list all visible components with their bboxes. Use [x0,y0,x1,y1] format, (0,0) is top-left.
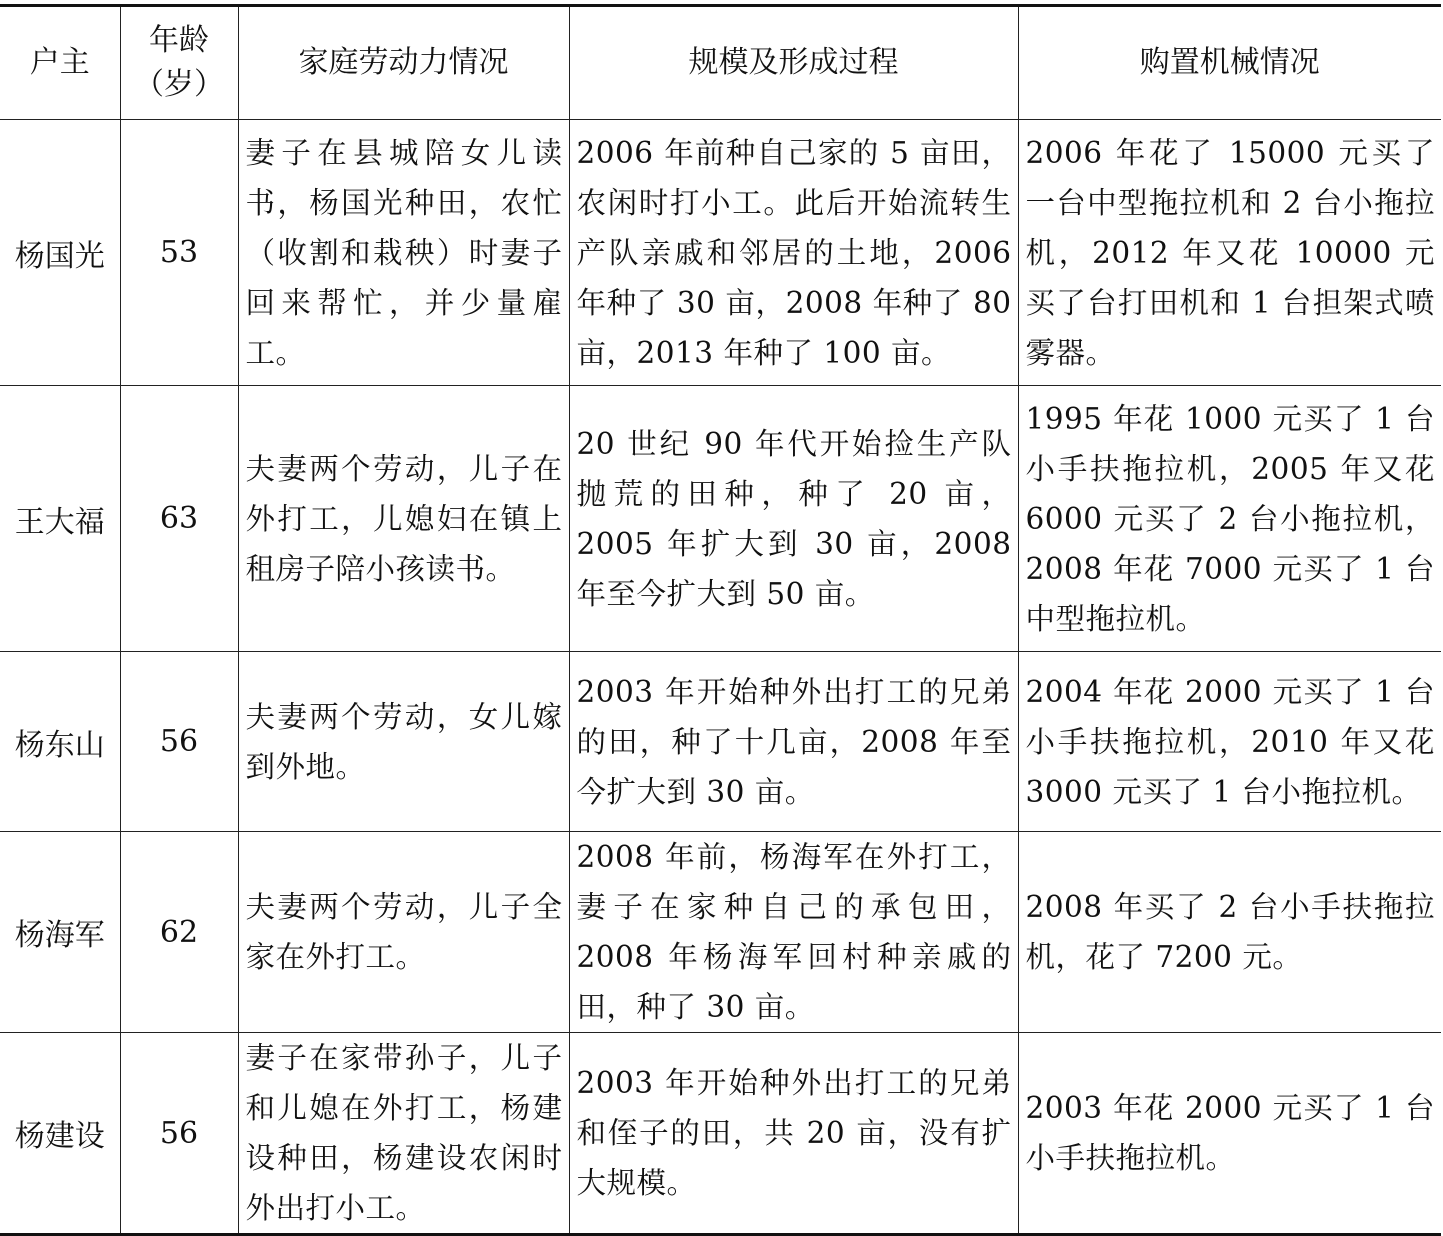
cell-labor: 妻子在县城陪女儿读书，杨国光种田，农忙（收割和栽秧）时妻子回来帮忙，并少量雇工。 [238,120,569,386]
header-owner: 户主 [0,6,120,120]
header-row [0,6,1441,120]
header-age-line1: 年龄 [149,23,209,58]
cell-scale: 2003 年开始种外出打工的兄弟的田，种了十几亩，2008 年至今扩大到 30 亩。 [569,652,1018,832]
cell-owner: 杨建设 [0,1033,120,1235]
header-labor: 家庭劳动力情况 [238,6,569,120]
household-table [0,4,1441,1236]
cell-age: 62 [120,832,238,1033]
cell-owner: 杨国光 [0,120,120,386]
header-machinery: 购置机械情况 [1018,6,1441,120]
cell-scale: 2003 年开始种外出打工的兄弟和侄子的田，共 20 亩，没有扩大规模。 [569,1033,1018,1235]
cell-age: 56 [120,1033,238,1235]
cell-labor: 妻子在家带孙子，儿子和儿媳在外打工，杨建设种田，杨建设农闲时外出打小工。 [238,1033,569,1235]
cell-machinery: 2008 年买了 2 台小手扶拖拉机，花了 7200 元。 [1018,832,1441,1033]
table-row [0,120,1441,386]
cell-age: 53 [120,120,238,386]
cell-labor: 夫妻两个劳动，女儿嫁到外地。 [238,652,569,832]
cell-scale: 20 世纪 90 年代开始捡生产队抛荒的田种，种了 20 亩，2005 年扩大到 30 亩，2008 年至今扩大到 50 亩。 [569,386,1018,652]
cell-machinery: 2004 年花 2000 元买了 1 台小手扶拖拉机，2010 年又花 3000 元买了 1 台小拖拉机。 [1018,652,1441,832]
table-row [0,1033,1441,1235]
cell-age: 56 [120,652,238,832]
cell-owner: 杨海军 [0,832,120,1033]
cell-age: 63 [120,386,238,652]
header-age [120,6,238,120]
cell-labor: 夫妻两个劳动，儿子全家在外打工。 [238,832,569,1033]
cell-machinery: 2006 年花了 15000 元买了一台中型拖拉机和 2 台小拖拉机，2012 年又花 10000 元买了台打田机和 1 台担架式喷雾器。 [1018,120,1441,386]
cell-machinery: 1995 年花 1000 元买了 1 台小手扶拖拉机，2005 年又花 6000 元买了 2 台小拖拉机，2008 年花 7000 元买了 1 台中型拖拉机。 [1018,386,1441,652]
table-row [0,386,1441,652]
header-scale: 规模及形成过程 [569,6,1018,120]
cell-scale: 2008 年前，杨海军在外打工，妻子在家种自己的承包田，2008 年杨海军回村种亲戚的田，种了 30 亩。 [569,832,1018,1033]
table-row [0,832,1441,1033]
cell-labor: 夫妻两个劳动，儿子在外打工，儿媳妇在镇上租房子陪小孩读书。 [238,386,569,652]
cell-machinery: 2003 年花 2000 元买了 1 台小手扶拖拉机。 [1018,1033,1441,1235]
cell-owner: 王大福 [0,386,120,652]
cell-scale: 2006 年前种自己家的 5 亩田，农闲时打小工。此后开始流转生产队亲戚和邻居的土地，2006 年种了 30 亩，2008 年种了 80 亩，2013 年种了 100 亩。 [569,120,1018,386]
table-row [0,652,1441,832]
cell-owner: 杨东山 [0,652,120,832]
header-age-line2: （岁） [134,67,224,102]
